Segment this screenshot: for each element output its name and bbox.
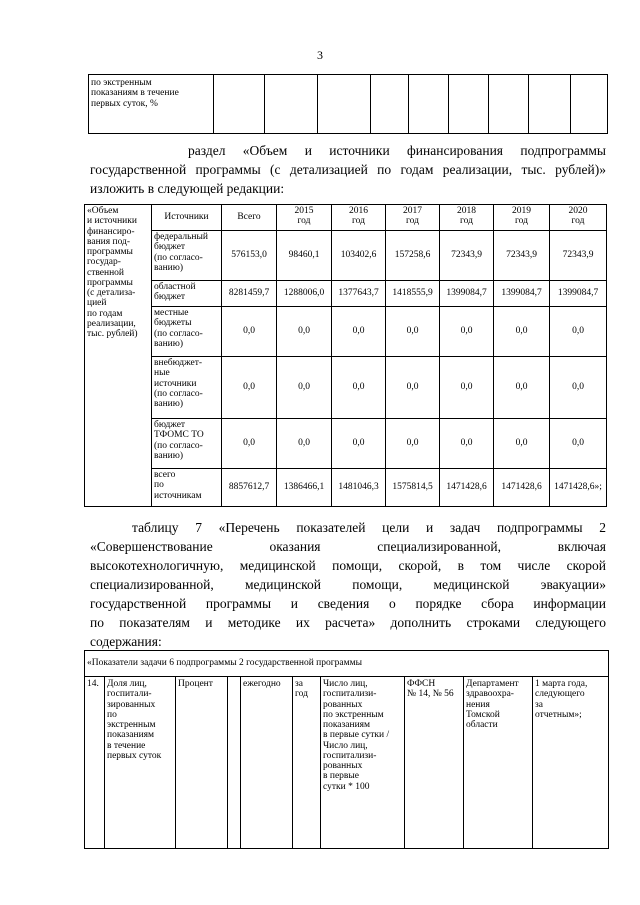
header-year: 2017 год: [386, 205, 440, 231]
table-row: [85, 677, 609, 849]
indicator-name-cell: по экстренным показаниям в течение первых суток, %: [89, 75, 214, 134]
value-cell: 0,0: [277, 307, 332, 357]
table-row: [85, 419, 607, 469]
empty-cell: [318, 75, 371, 134]
table-section-header: [85, 651, 609, 677]
value-cell: 0,0: [550, 307, 607, 357]
value-cell: 0,0: [494, 307, 550, 357]
value-cell: 0,0: [386, 357, 440, 419]
header-year: 2015 год: [277, 205, 332, 231]
value-cell: 1471428,6»;: [550, 469, 607, 507]
value-cell: 0,0: [440, 357, 494, 419]
header-total: Всего: [222, 205, 277, 231]
value-cell: 1471428,6: [494, 469, 550, 507]
header-year: 2020 год: [550, 205, 607, 231]
value-cell: 1471428,6: [440, 469, 494, 507]
formula-cell: Число лиц, госпитализи- рованных по экстренным показаниям в первые сутки / Число лиц, госпитализи- рованных в первые сутки * 100: [321, 677, 405, 849]
value-cell: 0,0: [332, 357, 386, 419]
value-cell: 1399084,7: [550, 281, 607, 307]
table-row: [85, 357, 607, 419]
table-row: [85, 231, 607, 281]
value-cell: 1399084,7: [440, 281, 494, 307]
paragraph-financing-section: раздел «Объем и источники финансирования подпрограммы государственной программы (с детализацией по годам реализации, тыс. рублей)» изложить в следующей редакции:: [90, 143, 606, 196]
value-cell: 0,0: [222, 307, 277, 357]
value-cell: 0,0: [550, 357, 607, 419]
empty-cell: [265, 75, 318, 134]
value-cell: 1288006,0: [277, 281, 332, 307]
value-cell: 103402,6: [332, 231, 386, 281]
value-cell: 1575814,5: [386, 469, 440, 507]
table-row-total: [85, 469, 607, 507]
value-cell: 8857612,7: [222, 469, 277, 507]
value-cell: 0,0: [222, 357, 277, 419]
empty-cell: [228, 677, 241, 849]
value-cell: 157258,6: [386, 231, 440, 281]
value-cell: 576153,0: [222, 231, 277, 281]
indicators-table: [84, 650, 609, 849]
value-cell: 0,0: [386, 307, 440, 357]
empty-cell: [571, 75, 608, 134]
empty-cell: [371, 75, 409, 134]
source-name: местные бюджеты (по согласо- ванию): [152, 307, 222, 357]
value-cell: 0,0: [222, 419, 277, 469]
responsible-cell: Департамент здравоохра- нения Томской области: [464, 677, 533, 849]
source-name: внебюджет- ные источники (по согласо- ванию): [152, 357, 222, 419]
value-cell: 1418555,9: [386, 281, 440, 307]
paragraph-table7: таблицу 7 «Перечень показателей цели и задач подпрограммы 2 «Совершенствование оказания специализированной, включая высокотехнологичную, медицинской помощи, скорой, в том числе скорой специализированной, медицинской помощи, медицинской эвакуации» государственной программы и сведения о порядке сбора информации по показателям и методике их расчета» дополнить строками следующего содержания:: [90, 520, 606, 649]
table-row: [85, 281, 607, 307]
empty-cell: [214, 75, 265, 134]
value-cell: 72343,9: [440, 231, 494, 281]
empty-cell: [449, 75, 489, 134]
value-cell: 1386466,1: [277, 469, 332, 507]
table-row: [85, 307, 607, 357]
value-cell: 72343,9: [494, 231, 550, 281]
value-cell: 0,0: [277, 419, 332, 469]
empty-cell: [409, 75, 449, 134]
value-cell: 0,0: [386, 419, 440, 469]
source-name: федеральный бюджет (по согласо- ванию): [152, 231, 222, 281]
value-cell: 98460,1: [277, 231, 332, 281]
source-name: всего по источникам: [152, 469, 222, 507]
value-cell: 0,0: [494, 357, 550, 419]
value-cell: 1377643,7: [332, 281, 386, 307]
header-year: 2019 год: [494, 205, 550, 231]
value-cell: 0,0: [440, 419, 494, 469]
source-name: бюджет ТФОМС ТО (по согласо- ванию): [152, 419, 222, 469]
deadline-cell: 1 марта года, следующего за отчетным»;: [533, 677, 609, 849]
page-number: 3: [317, 48, 323, 62]
value-cell: 0,0: [494, 419, 550, 469]
value-cell: 0,0: [277, 357, 332, 419]
unit-cell: Процент: [176, 677, 228, 849]
value-cell: 0,0: [440, 307, 494, 357]
header-year: 2016 год: [332, 205, 386, 231]
financing-table: [84, 204, 607, 507]
row-number: 14.: [85, 677, 105, 849]
section-header: «Показатели задачи 6 подпрограммы 2 государственной программы: [85, 651, 609, 677]
value-cell: 1481046,3: [332, 469, 386, 507]
value-cell: 0,0: [332, 307, 386, 357]
value-cell: 0,0: [332, 419, 386, 469]
value-cell: 8281459,7: [222, 281, 277, 307]
empty-cell: [529, 75, 571, 134]
indicator-table-fragment: [88, 74, 608, 134]
periodicity-cell: ежегодно: [241, 677, 293, 849]
value-cell: 72343,9: [550, 231, 607, 281]
row-label-cell: «Объем и источники финансиро- вания под- программы государ- ственной программы (с детализа- цией по годам реализации, тыс. рублей): [85, 205, 152, 507]
header-sources: Источники: [152, 205, 222, 231]
table-header-row: [85, 205, 607, 231]
value-cell: 1399084,7: [494, 281, 550, 307]
empty-cell: [489, 75, 529, 134]
header-year: 2018 год: [440, 205, 494, 231]
value-cell: 0,0: [550, 419, 607, 469]
source-name: областной бюджет: [152, 281, 222, 307]
period-cell: за год: [293, 677, 321, 849]
indicator-name: Доля лиц, госпитали- зированных по экстренным показаниям в течение первых суток: [105, 677, 176, 849]
source-cell: ФФСН № 14, № 56: [405, 677, 464, 849]
